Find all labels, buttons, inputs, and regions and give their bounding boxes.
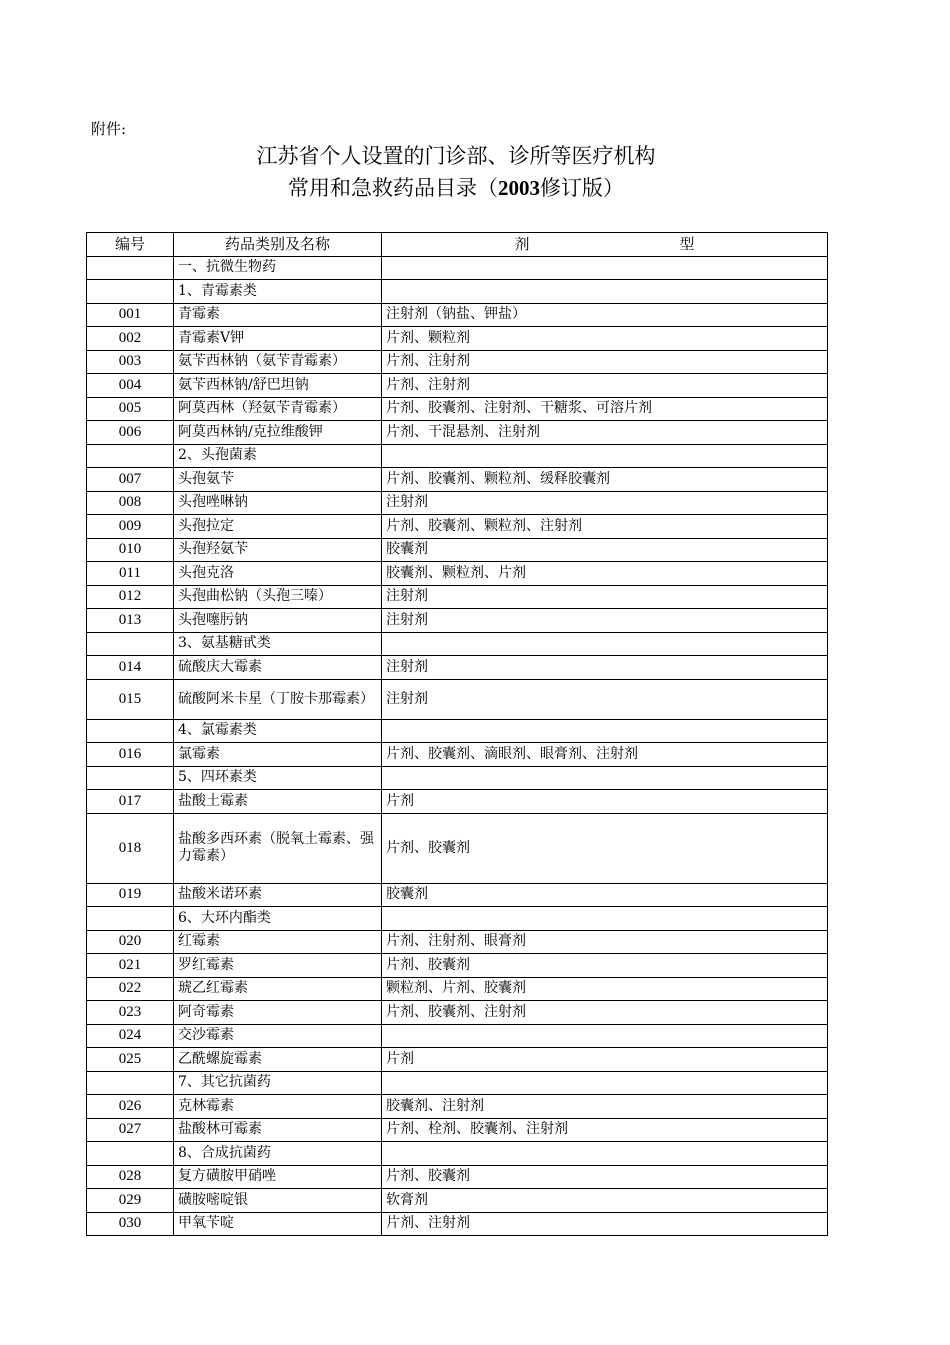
cell-drug-name: 氨苄西林钠（氨苄青霉素） (174, 350, 382, 374)
cell-category-name: 7、其它抗菌药 (174, 1071, 382, 1095)
title-line2-year: 2003 (498, 176, 540, 200)
category-row (87, 280, 828, 304)
table-row (87, 609, 828, 633)
cell-dosage-form: 片剂、栓剂、胶囊剂、注射剂 (382, 1118, 828, 1142)
cell-drug-name: 头孢曲松钠（头孢三嗪） (174, 585, 382, 609)
attachment-label: 附件: (91, 120, 127, 138)
cell-dosage-form: 注射剂 (382, 609, 828, 633)
cell-drug-name: 硫酸庆大霉素 (174, 656, 382, 680)
table-row (87, 350, 828, 374)
table-row (87, 790, 828, 814)
cell-drug-name: 青霉素V钾 (174, 327, 382, 351)
table-row (87, 491, 828, 515)
table-row (87, 374, 828, 398)
cell-number: 012 (87, 585, 174, 609)
cell-dosage-form: 片剂、干混悬剂、注射剂 (382, 421, 828, 445)
cell-number: 019 (87, 883, 174, 907)
table-row (87, 585, 828, 609)
cell-dosage-form: 片剂、胶囊剂、注射剂 (382, 1001, 828, 1025)
column-header-name: 药品类别及名称 (174, 233, 382, 257)
cell-drug-name: 复方磺胺甲硝唑 (174, 1165, 382, 1189)
cell-dosage-form: 注射剂 (382, 585, 828, 609)
cell-drug-name: 交沙霉素 (174, 1024, 382, 1048)
cell-drug-name: 阿莫西林钠/克拉维酸钾 (174, 421, 382, 445)
table-row (87, 1024, 828, 1048)
cell-number (87, 256, 174, 280)
cell-category-name: 5、四环素类 (174, 766, 382, 790)
cell-dosage-form: 颗粒剂、片剂、胶囊剂 (382, 977, 828, 1001)
table-row (87, 679, 828, 719)
cell-number: 001 (87, 303, 174, 327)
title-line2-prefix: 常用和急救药品目录（ (288, 176, 498, 200)
cell-dosage-form: 注射剂 (382, 656, 828, 680)
column-header-form (382, 233, 828, 257)
cell-number (87, 280, 174, 304)
cell-drug-name: 阿莫西林（羟氨苄青霉素） (174, 397, 382, 421)
cell-drug-name: 乙酰螺旋霉素 (174, 1048, 382, 1072)
cell-drug-name: 头孢氨苄 (174, 468, 382, 492)
cell-number: 006 (87, 421, 174, 445)
cell-number (87, 632, 174, 656)
cell-number: 021 (87, 954, 174, 978)
table-row (87, 303, 828, 327)
cell-drug-name: 甲氧苄啶 (174, 1212, 382, 1236)
cell-dosage-form: 片剂、颗粒剂 (382, 327, 828, 351)
table-row (87, 562, 828, 586)
cell-drug-name: 盐酸林可霉素 (174, 1118, 382, 1142)
table-row (87, 743, 828, 767)
cell-number: 010 (87, 538, 174, 562)
cell-dosage-form: 片剂、注射剂 (382, 1212, 828, 1236)
cell-dosage-form: 胶囊剂 (382, 883, 828, 907)
cell-number: 011 (87, 562, 174, 586)
cell-dosage-form: 注射剂（钠盐、钾盐） (382, 303, 828, 327)
document-title-line1: 江苏省个人设置的门诊部、诊所等医疗机构 (256, 144, 656, 168)
cell-dosage-form (382, 632, 828, 656)
cell-drug-name: 阿奇霉素 (174, 1001, 382, 1025)
table-row (87, 930, 828, 954)
cell-number: 018 (87, 813, 174, 883)
cell-drug-name: 盐酸多西环素（脱氧土霉素、强力霉素） (174, 813, 382, 883)
cell-drug-name: 罗红霉素 (174, 954, 382, 978)
cell-dosage-form (382, 766, 828, 790)
cell-dosage-form: 胶囊剂 (382, 538, 828, 562)
cell-dosage-form: 片剂、注射剂、眼膏剂 (382, 930, 828, 954)
table-row (87, 468, 828, 492)
cell-number (87, 1142, 174, 1166)
cell-category-name: 6、大环内酯类 (174, 907, 382, 931)
cell-drug-name: 硫酸阿米卡星（丁胺卡那霉素） (174, 679, 382, 719)
cell-dosage-form: 片剂、胶囊剂 (382, 954, 828, 978)
column-header-form-char2: 型 (679, 234, 695, 253)
cell-category-name: 3、氨基糖甙类 (174, 632, 382, 656)
column-header-number: 编号 (87, 233, 174, 257)
cell-number: 027 (87, 1118, 174, 1142)
cell-number (87, 766, 174, 790)
column-header-form-char1: 剂 (514, 234, 530, 253)
cell-category-name: 4、氯霉素类 (174, 719, 382, 743)
cell-dosage-form (382, 1071, 828, 1095)
table-row (87, 327, 828, 351)
cell-number: 007 (87, 468, 174, 492)
cell-number: 030 (87, 1212, 174, 1236)
table-row (87, 656, 828, 680)
cell-dosage-form: 片剂 (382, 790, 828, 814)
table-row (87, 1165, 828, 1189)
cell-number: 015 (87, 679, 174, 719)
cell-drug-name: 磺胺嘧啶银 (174, 1189, 382, 1213)
cell-number: 005 (87, 397, 174, 421)
cell-dosage-form: 片剂 (382, 1048, 828, 1072)
table-body (87, 256, 828, 1236)
cell-number: 025 (87, 1048, 174, 1072)
cell-dosage-form: 片剂、胶囊剂、滴眼剂、眼膏剂、注射剂 (382, 743, 828, 767)
cell-drug-name: 头孢唑啉钠 (174, 491, 382, 515)
table-row (87, 538, 828, 562)
cell-number: 004 (87, 374, 174, 398)
category-row (87, 1071, 828, 1095)
cell-number: 024 (87, 1024, 174, 1048)
table-header-row (87, 233, 828, 257)
cell-dosage-form: 片剂、胶囊剂、颗粒剂、注射剂 (382, 515, 828, 539)
cell-number: 014 (87, 656, 174, 680)
table-row (87, 1095, 828, 1119)
cell-drug-name: 青霉素 (174, 303, 382, 327)
cell-dosage-form: 胶囊剂、注射剂 (382, 1095, 828, 1119)
cell-number: 022 (87, 977, 174, 1001)
category-row (87, 907, 828, 931)
cell-dosage-form (382, 719, 828, 743)
category-row (87, 766, 828, 790)
category-row (87, 1142, 828, 1166)
table-row (87, 1189, 828, 1213)
cell-dosage-form: 软膏剂 (382, 1189, 828, 1213)
cell-drug-name: 琥乙红霉素 (174, 977, 382, 1001)
cell-category-name: 一、抗微生物药 (174, 256, 382, 280)
cell-dosage-form: 片剂、注射剂 (382, 374, 828, 398)
drug-catalog-table (86, 232, 828, 1236)
cell-category-name: 8、合成抗菌药 (174, 1142, 382, 1166)
cell-number: 028 (87, 1165, 174, 1189)
cell-number (87, 1071, 174, 1095)
table-row (87, 1001, 828, 1025)
cell-dosage-form: 注射剂 (382, 679, 828, 719)
cell-drug-name: 头孢噻肟钠 (174, 609, 382, 633)
table-row (87, 883, 828, 907)
table-row (87, 1212, 828, 1236)
cell-number: 023 (87, 1001, 174, 1025)
cell-drug-name: 氨苄西林钠/舒巴坦钠 (174, 374, 382, 398)
cell-dosage-form: 片剂、胶囊剂 (382, 1165, 828, 1189)
cell-drug-name: 氯霉素 (174, 743, 382, 767)
document-title-line2 (0, 172, 912, 202)
cell-dosage-form: 胶囊剂、颗粒剂、片剂 (382, 562, 828, 586)
title-line2-suffix: 修订版） (540, 176, 624, 200)
cell-number: 026 (87, 1095, 174, 1119)
cell-dosage-form (382, 907, 828, 931)
cell-dosage-form (382, 1142, 828, 1166)
table-row (87, 1048, 828, 1072)
category-row (87, 719, 828, 743)
cell-number: 017 (87, 790, 174, 814)
cell-number: 009 (87, 515, 174, 539)
cell-drug-name: 头孢拉定 (174, 515, 382, 539)
table-row (87, 1118, 828, 1142)
cell-dosage-form (382, 1024, 828, 1048)
cell-drug-name: 克林霉素 (174, 1095, 382, 1119)
cell-number (87, 719, 174, 743)
cell-number: 008 (87, 491, 174, 515)
cell-dosage-form: 片剂、胶囊剂 (382, 813, 828, 883)
cell-number: 002 (87, 327, 174, 351)
table-row (87, 813, 828, 883)
cell-drug-name: 盐酸土霉素 (174, 790, 382, 814)
cell-drug-name: 头孢羟氨苄 (174, 538, 382, 562)
category-row (87, 444, 828, 468)
cell-number: 013 (87, 609, 174, 633)
cell-dosage-form: 片剂、胶囊剂、颗粒剂、缓释胶囊剂 (382, 468, 828, 492)
cell-number: 016 (87, 743, 174, 767)
cell-drug-name: 盐酸米诺环素 (174, 883, 382, 907)
cell-number: 020 (87, 930, 174, 954)
cell-dosage-form (382, 444, 828, 468)
cell-category-name: 1、青霉素类 (174, 280, 382, 304)
cell-number (87, 907, 174, 931)
category-row (87, 632, 828, 656)
category-row (87, 256, 828, 280)
cell-number: 029 (87, 1189, 174, 1213)
cell-dosage-form (382, 256, 828, 280)
table-row (87, 977, 828, 1001)
cell-drug-name: 红霉素 (174, 930, 382, 954)
table-row (87, 515, 828, 539)
table-row (87, 421, 828, 445)
table-row (87, 397, 828, 421)
cell-number: 003 (87, 350, 174, 374)
cell-drug-name: 头孢克洛 (174, 562, 382, 586)
table-row (87, 954, 828, 978)
cell-dosage-form (382, 280, 828, 304)
cell-number (87, 444, 174, 468)
cell-dosage-form: 片剂、注射剂 (382, 350, 828, 374)
cell-category-name: 2、头孢菌素 (174, 444, 382, 468)
cell-dosage-form: 注射剂 (382, 491, 828, 515)
cell-dosage-form: 片剂、胶囊剂、注射剂、干糖浆、可溶片剂 (382, 397, 828, 421)
